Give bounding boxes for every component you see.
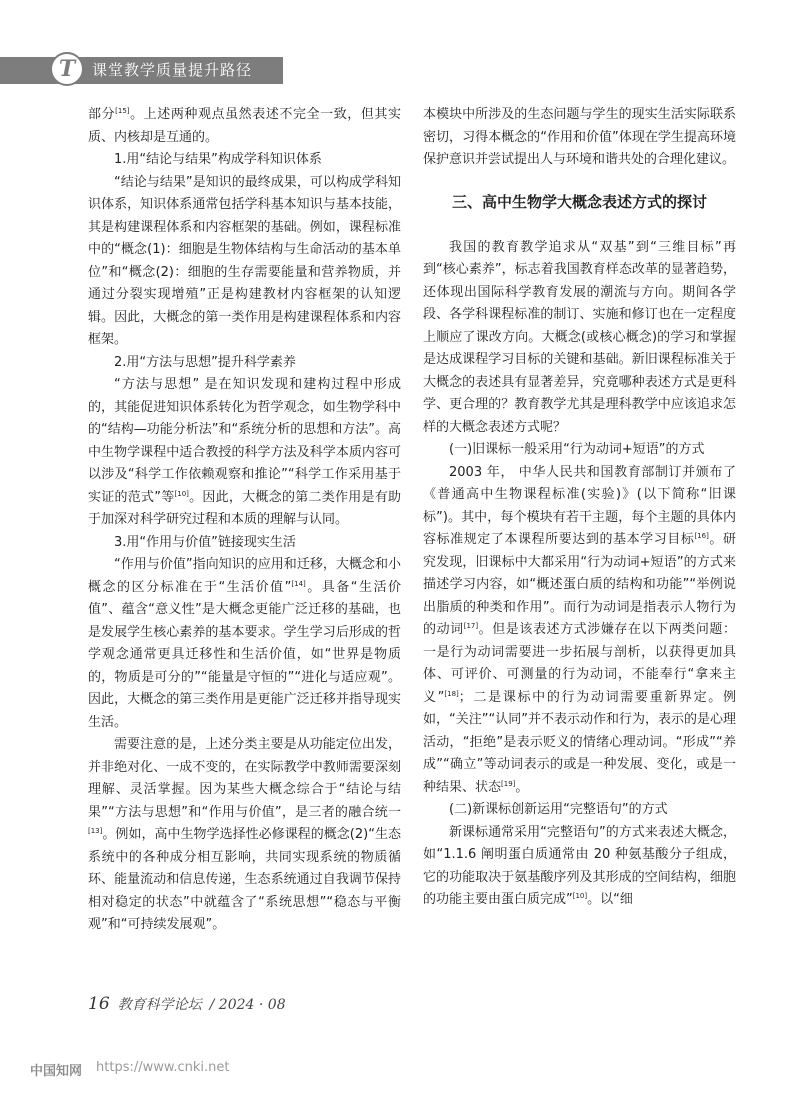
citation[interactable]: [17] xyxy=(463,622,479,630)
page-footer xyxy=(88,994,286,1014)
paragraph: “结论与结果”是知识的最终成果，可以构成学科知识体系，知识体系通常包括学科基本知识与基本技能，其是构建课程体系和内容框架的基础。例如，课程标准中的“概念(1)：细胞是生物体结构与生命活动的基本单位”和“概念(2)：细胞的生存需要能量和营养物质，并通过分裂实现增殖”正是构建教材内容框架的认知逻辑。因此，大概念的第一类作用是构建课程体系和内容框架。 xyxy=(88,174,401,347)
watermark-url[interactable]: https://www.cnki.net xyxy=(96,1060,230,1075)
citation[interactable]: [16] xyxy=(694,532,709,540)
subheading-new-standard: (二)新课标创新运用“完整语句”的方式 xyxy=(449,802,668,817)
watermark xyxy=(30,1060,229,1079)
citation[interactable]: [10] xyxy=(572,892,588,900)
paragraph: “作用与价值”指向知识的应用和迁移，大概念和小概念的区分标准在于“生活价值”[14]。具备“生活价值”、蕴含“意义性”是大概念更能广泛迁移的基础，也是发展学生核心素养的基本要求。学生学习后形成的哲学观念通常更具迁移性和生活价值，如“世界是物质的，物质是可分的”“能量是守恒的”“进化与适应观”。因此，大概念的第三类作用是更能广泛迁移并指导现实生活。 xyxy=(88,557,401,730)
citation[interactable]: [18] xyxy=(444,689,459,698)
paragraph: 我国的教育教学追求从“双基”到“三维目标”再到“核心素养”，标志着我国教育样态改革的显著趋势，还体现出国际科学教育发展的潮流与方向。期间各学段、各学科课程标准的制订、实施和修订也在一定程度上顺应了课改方向。大概念(或核心概念)的学习和掌握是达成课程学习目标的关键和基础。新旧课程标准关于大概念的表述具有显著差异，究竟哪种表述方式是更科学、更合理的？教育教学尤其是理科教学中应该追求怎样的大概念表述方式呢？ xyxy=(423,239,736,435)
paragraph: 2003 年， 中华人民共和国教育部制订并颁布了《普通高中生物课程标准(实验)》(以下简称“旧课标”)。其中，每个模块有若干主题，每个主题的具体内容标准规定了本课程所要达到的基本学习目标[16]。研究发现，旧课标中大都采用“行为动词+短语”的方式来描述学习内容，如“概述蛋白质的结构和功能”“举例说出脂质的种类和作用”。而行为动词是指表示人物行为的动词[17]。但是该表述方式涉嫌存在以下两类问题：一是行为动词需要进一步拓展与剖析，以获得更加具体、可评价、可测量的行为动词，不能奉行“拿来主义”[18]；二是课标中的行为动词需要重新界定。例如，“关注”“认同”并不表示动作和行为，表示的是心理活动，“拒绝”是表示贬义的情绪心理动词。“形成”“养成”“确立”等动词表示的或是一种发展、变化，或是一种结果、状态[19]。 xyxy=(423,464,736,795)
journal-name: 教育科学论坛 xyxy=(117,997,202,1013)
journal-logo-icon xyxy=(50,52,84,86)
paragraph: 需要注意的是，上述分类主要是从功能定位出发，并非绝对化、一成不变的，在实际教学中教师需要深刻理解、灵活掌握。因为某些大概念综合于“结论与结果”“方法与思想”和“作用与价值”，是三者的融合统一[13]。例如，高中生物学选择性必修课程的概念(2)“生态系统中的各种成分相互影响，共同实现系统的物质循环、能量流动和信息传递，生态系统通过自我调节保持相对稳定的状态”中就蕴含了“系统思想”“稳态与平衡观”和“可持续发展观”。 xyxy=(88,737,401,932)
subheading-role-value: 3.用“作用与价值”链接现实生活 xyxy=(114,534,296,550)
citation[interactable]: [15] xyxy=(115,107,130,115)
citation[interactable]: [13] xyxy=(88,827,103,835)
right-column xyxy=(423,104,736,912)
subheading-old-standard: (一)旧课标一般采用“行为动词+短语”的方式 xyxy=(449,442,705,457)
subheading-method-thought: 2.用“方法与思想”提升科学素养 xyxy=(114,354,296,370)
page-number: 16 xyxy=(88,994,110,1014)
issue-info: / 2024 · 08 xyxy=(209,997,286,1013)
section-heading: 三、高中生物学大概念表述方式的探讨 xyxy=(451,192,707,211)
paragraph: 本模块中所涉及的生态问题与学生的现实生活实际联系密切，习得本概念的“作用和价值”体现在学生提高环境保护意识并尝试提出人与环境和谐共处的合理化建议。 xyxy=(423,107,736,167)
paragraph: “方法与思想” 是在知识发现和建构过程中形成的，其能促进知识体系转化为哲学观念，如生物学科中的“结构—功能分析法”和“系统分析的思想和方法”。高中生物学课程中适合教授的科学方法及科学本质内容可以涉及“科学工作依赖观察和推论”“科学工作采用基于实证的范式”等[10]。因此，大概念的第二类作用是有助于加深对科学研究过程和本质的理解与认同。 xyxy=(88,377,401,527)
citation[interactable]: [19] xyxy=(501,779,516,788)
citation[interactable]: [14] xyxy=(291,579,306,588)
watermark-name: 中国知网 xyxy=(30,1064,83,1079)
left-column xyxy=(88,104,401,937)
paragraph: 部分[15]。上述两种观点虽然表述不完全一致，但其实质、内核却是互通的。 xyxy=(88,107,401,145)
logo-letter: T xyxy=(58,56,76,82)
subheading-conclusion-result: 1.用“结论与结果”构成学科知识体系 xyxy=(114,152,322,167)
citation[interactable]: [10] xyxy=(174,489,189,498)
section-title: 课堂教学质量提升路径 xyxy=(92,61,253,79)
paragraph: 新课标通常采用“完整语句”的方式来表述大概念，如“1.1.6 阐明蛋白质通常由 20 种氨基酸分子组成，它的功能取决于氨基酸序列及其形成的空间结构，细胞的功能主要由蛋白质完成”[10]。以“细 xyxy=(423,824,736,907)
